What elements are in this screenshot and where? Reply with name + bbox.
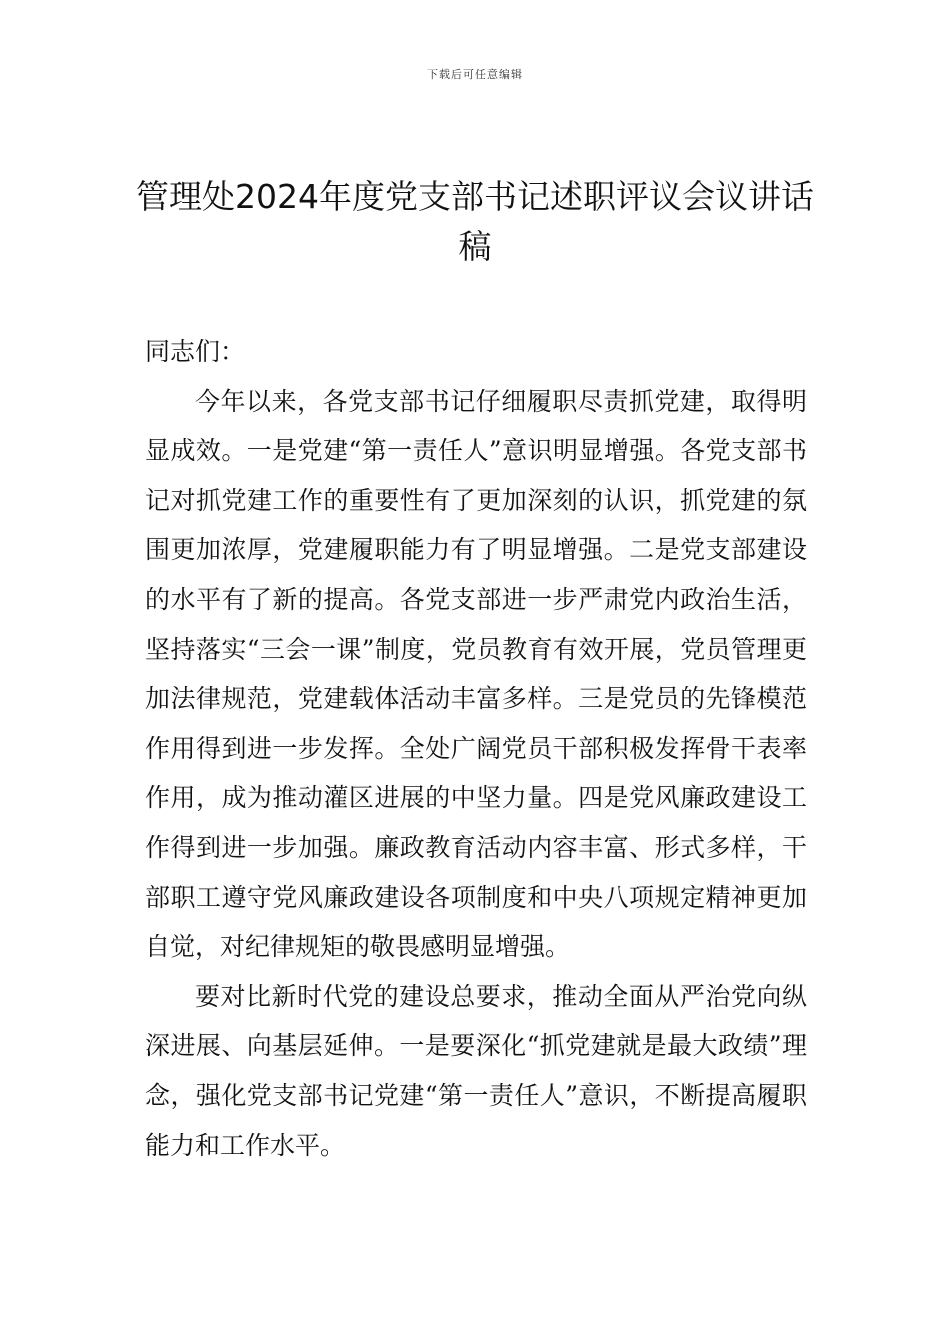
header-note: 下载后可任意编辑	[427, 68, 523, 81]
paragraph-2: 要对比新时代党的建设总要求，推动全面从严治党向纵深进展、向基层延伸。一是要深化“抓党建就是最大政绩”理念，强化党支部书记党建“第一责任人”意识，不断提高履职能力和工作水平。	[145, 981, 807, 1160]
paragraph-1: 今年以来，各党支部书记仔细履职尽责抓党建，取得明显成效。一是党建“第一责任人”意识明显增强。各党支部书记对抓党建工作的重要性有了更加深刻的认识，抓党建的氛围更加浓厚，党建履职能力有了明显增强。二是党支部建设的水平有了新的提高。各党支部进一步严肃党内政治生活，坚持落实“三会一课”制度，党员教育有效开展，党员管理更加法律规范，党建载体活动丰富多样。三是党员的先锋模范作用得到进一步发挥。全处广阔党员干部积极发挥骨干表率作用，成为推动灌区进展的中坚力量。四是党风廉政建设工作得到进一步加强。廉政教育活动内容丰富、形式多样，干部职工遵守党风廉政建设各项制度和中央八项规定精神更加自觉，对纪律规矩的敬畏感明显增强。	[145, 386, 807, 962]
document-body	[145, 327, 807, 1170]
document-title: 管理处2024年度党支部书记述职评议会议讲话稿	[136, 177, 814, 266]
salutation: 同志们：	[145, 337, 246, 366]
